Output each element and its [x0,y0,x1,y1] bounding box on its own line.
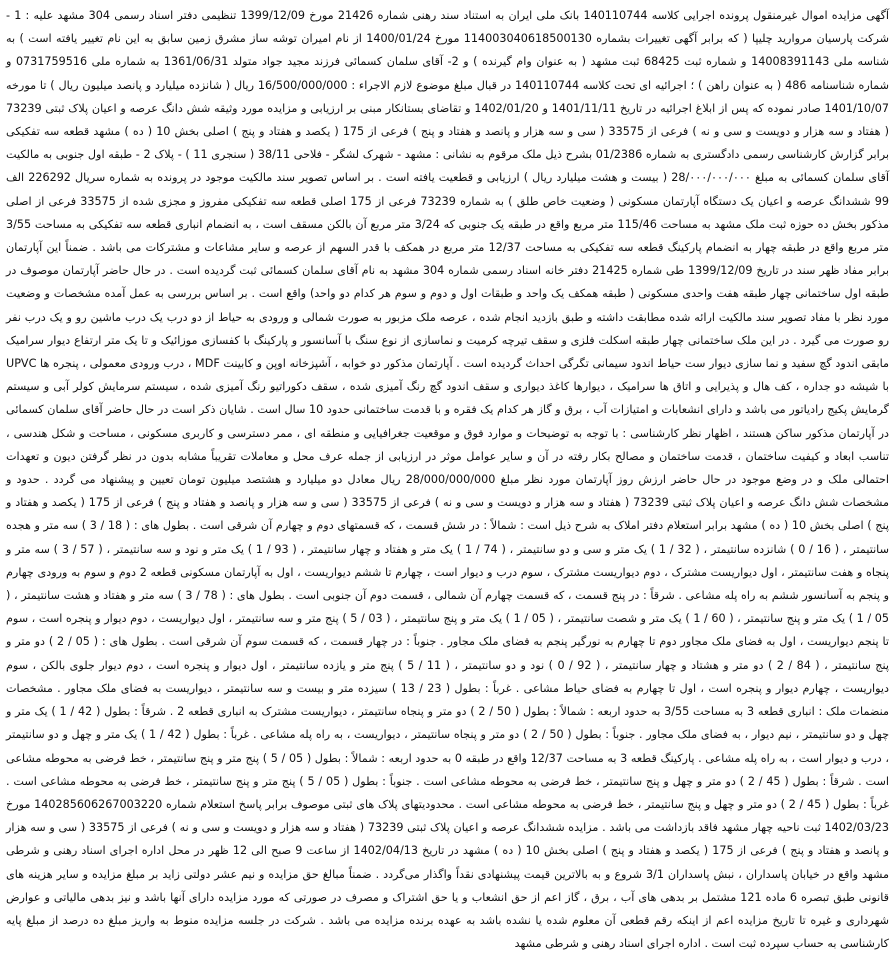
notice-body: آگهی مزایده اموال غیرمنقول پرونده اجرایی کلاسه 140110744 بانک ملی ایران به استناد سند رهنی شماره 21426 مورخ 1399/12/09 تنظیمی دفتر اسناد رسمی 304 مشهد علیه : 1 - شرکت پارسیان مروارید چلیپا ( که برابر آگهی تغییرات بشماره 14003040618500130‏1 مورخ 1400/01/24 از نام امیران توشه ساز مشرق زمین سابق به این نام تغییر یافته است ) به شناسه ملی 14008391143 و شماره ثبت 68425 ثبت مشهد ( به عنوان وام گیرنده ) و 2- آقای سلمان کسمائی فرزند مجید جواد متولد 1361/06/31 به شماره ملی 0731759516 و شماره شناسنامه 486 ( به عنوان راهن ) ؛ اجرائیه ای تحت کلاسه 140110744 در قبال مبلغ موضوع لازم الاجراء : 16/500/000/000 ریال ( شانزده میلیارد و پانصد میلیون ریال ) تا مورخه 1401/10/07 صادر نموده که پس از ابلاغ اجرائیه در تاریخ 1401/11/11 و 1402/01/20 و تقاضای بستانکار مبنی بر ارزیابی و مزایده مورد وثیقه شش دانگ عرصه و اعیان پلاک ثبتی 73239 ( هفتاد و سه هزار و دویست و سی و نه ) فرعی از 33575 ( سی و سه هزار و پانصد و هفتاد و پنج ) فرعی از 175 ( یکصد و هفتاد و پنج ) اصلی بخش 10 ( ده ) مشهد قطعه سه تفکیکی برابر گزارش کارشناسی رسمی دادگستری به شماره 01/2386 بشرح ذیل ملک مرقوم به نشانی : مشهد - شهرک لشگر - فلاحی 38/11 ( سنجری 11 ) - پلاک 2 - طبقه اول جنوبی به مالکیت آقای سلمان کسمائی به مبلغ 28/۰۰۰/۰۰۰/۰۰۰ ( بیست و هشت میلیارد ریال ) ارزیابی و قطعیت یافته است . بر اساس تصویر سند مالکیت موجود در پرونده به شماره سریال 226292 الف 99 ششدانگ عرصه و اعیان یک دستگاه آپارتمان مسکونی ( وضعیت خاص طلق ) به شماره 73239 فرعی از 175 اصلی قطعه سه تفکیکی مفروز و مجزی شده از 33575 فرعی از اصلی مذکور بخش ده حوزه ثبت ملک مشهد به مساحت 115/46 متر مربع واقع در طبقه یک جنوبی که 3/24 متر مربع آن بالکن مسقف است ، به انضمام انباری قطعه سه تفکیکی به مساحت 3/55 متر مربع واقع در طبقه چهار به انضمام پارکینگ قطعه سه تفکیکی به مساحت 12/37 متر مربع در همکف با قدر السهم از عرصه و سایر مشاعات و مشترکات می باشد . ضمناً این آپارتمان برابر مفاد ظهر سند در تاریخ 1399/12/09 طی شماره 21425 دفتر خانه اسناد رسمی شماره 304 مشهد به نام آقای سلمان کسمائی ثبت گردیده است . در حال حاضر آپارتمان موصوف در طبقه اول ساختمانی چهار طبقه هفت واحدی مسکونی ( طبقه همکف یک واحد و طبقات اول و دوم و سوم هر کدام دو واحد) واقع است . بر اساس بررسی به عمل آمده مشخصات و وضعیت مورد نظر با مفاد تصویر سند مالکیت ارائه شده مطابقت داشته و طبق بازدید انجام شده ، عرصه ملک مزبور به صورت شمالی و ورودی به حیاط از دو درب یک درب ماشین رو و یک درب نفر رو صورت می گیرد . در این ملک ساختمانی چهار طبقه اسکلت فلزی و سقف تیرچه کرمیت و نماسازی از نوع سنگ با آسانسور و پارکینگ با کفسازی موزائیک و تا یک متر ارتفاع دیوار سرامیک مابقی اندود گچ سفید و نما سازی دیوار ست حیاط اندود سیمانی تگرگی احداث گردیده است . آپارتمان مذکور دو خوابه ، آشپزخانه اوپن و کابینت MDF ، درب ورودی معمولی ، پنجره ها UPVC با شیشه دو جداره ، کف هال و پذیرایی و اتاق ها سرامیک ، دیوارها کاغذ دیواری و سقف اندود گچ رنگ آمیزی شده ، سقف دکوراتیو رنگ آمیزی شده ، سیستم سرمایش کولر آبی و سیستم گرمایش پکیج رادیاتور می باشد و دارای انشعابات و امتیازات آب ، برق و گاز هر کدام یک فقره و با قدمت ساختمانی حدود 10 سال است . شایان ذکر است در حال حاضر آقای سلمان کسمائی در آپارتمان مذکور ساکن هستند ، اظهار نظر کارشناسی : با توجه به توضیحات و موارد فوق و موقعیت جغرافیایی و منطقه ای ، ممر دسترسی و کاربری مسکونی ، مساحت و شکل هندسی ، تناسب ابعاد و کیفیت ساختمان ، قدمت ساختمان و مصالح بکار رفته در آن و سایر عوامل موثر در ارزیابی از جمله عرف محل و معاملات تقریباً مشابه بدون در نظر گرفتن دیون و تعهدات احتمالی ملک و در وضع موجود در حال حاضر ارزش روز آپارتمان مورد نظر مبلغ 28/000/000/000 ریال معادل دو میلیارد و هشتصد میلیون تومان تعیین و پیشنهاد می گردد . حدود و مشخصات شش دانگ عرصه و اعیان پلاک ثبتی 73239 ( هفتاد و سه هزار و دویست و سی و نه ) فرعی از 33575 ( سی و سه هزار و پانصد و هفتاد و پنج ) فرعی از 175 ( یکصد و هفتاد و پنج ) اصلی بخش 10 ( ده ) مشهد برابر استعلام دفتر املاک به شرح ذیل است : شمالاً : در شش قسمت ، که قسمتهای دوم و چهارم آن شرقی است . بطول های : ( 18 / 3 ) سه متر و هجده سانتیمتر ، ( 16 / 0 ) شانزده سانتیمتر ، ( 32 / 1 ) یک متر و سی و دو سانتیمتر ، ( 74 / 1 ) یک متر و هفتاد و چهار سانتیمتر ، ( 93 / 1 ) یک متر و نود و سه سانتیمتر ، ( 57 / 3 ) سه متر و پنجاه و هفت سانتیمتر ، اول دیواریست مشترک ، دوم دیواریست مشترک ، سوم درب و دیوار است ، چهارم تا ششم دیواریست ، اول به آپارتمان مسکونی قطعه 2 دوم و سوم به ورودی چهارم و پنجم به آسانسور ششم به راه پله مشاعی . شرقاً : در پنج قسمت ، که قسمت چهارم آن شمالی ، قسمت دوم آن جنوبی است . بطول های : ( 78 / 3 ) سه متر و هفتاد و هشت سانتیمتر ، ( 05 / 1 ) یک متر و پنج سانتیمتر ، ( 60 / 1 ) یک متر و شصت سانتیمتر ، ( 05 / 1 ) یک متر و پنج سانتیمتر ، ( 03 / 5 ) پنج متر و سه سانتیمتر ، اول دیواریست ، دوم دیوار و پنجره است ، سوم تا پنجم دیواریست ، اول به فضای ملک مجاور دوم تا چهارم به نورگیر پنجم به فضای ملک مجاور . جنوباً : در چهار قسمت ، که قسمت سوم آن شرقی است . بطول های : ( 05 / 2 ) دو متر و پنج سانتیمتر ، ( 84 / 2 ) دو متر و هشتاد و چهار سانتیمتر ، ( 92 / 0 ) نود و دو سانتیمتر ، ( 11 / 5 ) پنج متر و یازده سانتیمتر ، اول دیوار و پنجره است ، دوم دیوار جلوی بالکن ، سوم دیواریست ، چهارم دیوار و پنجره است ، اول تا چهارم به فضای حیاط مشاعی . غرباً : بطول ( 23 / 13 ) سیزده متر و بیست و سه سانتیمتر ، دیواریست به فضای ملک مجاور . مشخصات منضمات ملک : انباری قطعه 3 به مساحت 3/55 به حدود اربعه : شمالاً : بطول ( 50 / 2 ) دو متر و پنجاه سانتیمتر ، دیواریست مشترک به انباری قطعه 2 . شرقاً : بطول ( 42 / 1 ) یک متر و چهل و دو سانتیمتر ، نیم دیوار ، به فضای ملک مجاور . جنوباً : بطول ( 50 / 2 ) دو متر و پنجاه سانتیمتر ، دیواریست ، به راه پله مشاعی . غرباً : بطول ( 42 / 1 ) یک متر و چهل و دو سانتیمتر ، درب و دیوار است ، به راه پله مشاعی . پارکینگ قطعه 3 به مساحت 12/37 واقع در طبقه 0 به حدود اربعه : شمالاً : بطول ( 05 / 5 ) پنج متر و پنج سانتیمتر ، خط فرضی به محوطه مشاعی است . شرقاً : بطول ( 45 / 2 ) دو متر و چهل و پنج سانتیمتر ، خط فرضی به محوطه مشاعی است . جنوباً : بطول ( 05 / 5 ) پنج متر و پنج سانتیمتر ، خط فرضی به محوطه مشاعی است . غرباً : بطول ( 45 / 2 ) دو متر و چهل و پنج سانتیمتر ، خط فرضی به محوطه مشاعی است . محدودیتهای پلاک های ثبتی موصوف برابر پاسخ استعلام شماره 140285606267003220 مورخ 1402/03/23 ثبت ناحیه چهار مشهد فاقد بازداشت می باشد . مزایده ششدانگ عرصه و اعیان پلاک ثبتی 73239 ( هفتاد و سه هزار و دویست و سی و نه ) فرعی از 33575 ( سی و سه هزار و پانصد و هفتاد و پنج ) فرعی از 175 ( یکصد و هفتاد و پنج ) اصلی بخش 10 ( ده ) مشهد در تاریخ 1402/04/13 از ساعت 9 صبح الی 12 ظهر در محل اداره اجرای اسناد رهنی و شرطی مشهد واقع در خیابان پاسداران ، نبش پاسداران 3/1 شروع و به بالاترین قیمت پیشنهادی نقداً واگذار می‌گردد . ضمناً مبالغ حق مزایده و نیم عشر دولتی زاید بر مبلغ مزایده و سایر هزینه های قانونی طبق تبصره 6 ماده 121 مشتمل بر بدهی های آب ، برق ، گاز اعم از حق انشعاب و یا حق اشتراک و مصرف در صورتی که مورد مزایده دارای آنها باشد و نیز بدهی مالیاتی و عوارض شهرداری و غیره تا تاریخ مزایده اعم از اینکه رقم قطعی آن معلوم شده یا نشده باشد به عهده برنده مزایده می باشد . شرکت در جلسه مزایده منوط به واریز مبلغ ده درصد از مبلغ پایه کارشناسی به حساب سپرده ثبت است . اداره اجرای اسناد رهنی و شرطی مشهد [6,9,890,951]
auction-notice [6,4,890,951]
